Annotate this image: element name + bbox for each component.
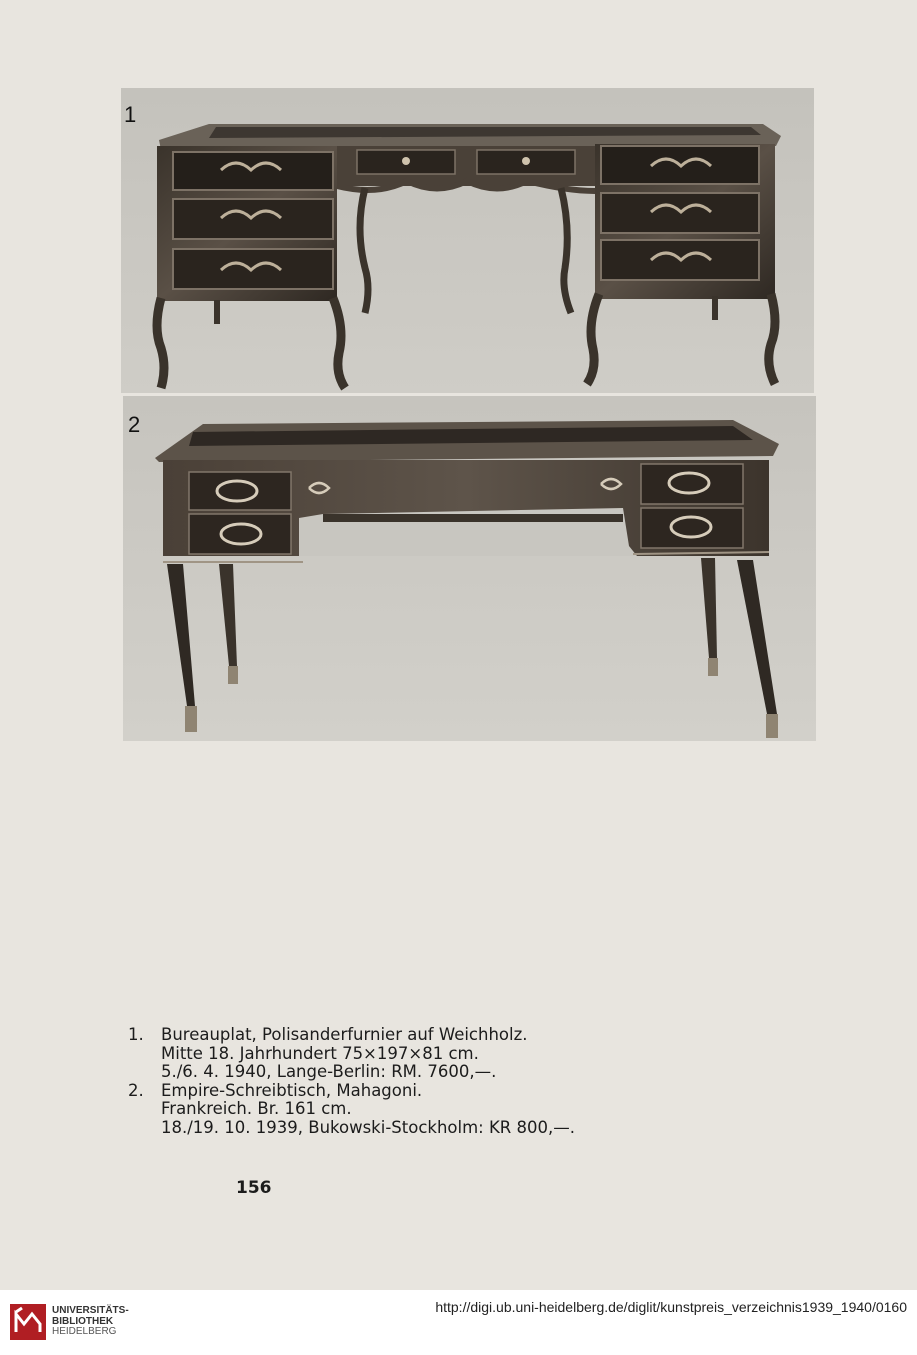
plate-number-1: 1	[124, 102, 137, 127]
library-name	[52, 1306, 129, 1338]
library-name-line-2: BIBLIOTHEK	[52, 1315, 114, 1327]
library-name-line-1: UNIVERSITÄTS-	[52, 1305, 129, 1316]
caption-2-line-1	[128, 1082, 688, 1101]
plate-number-2: 2	[128, 412, 141, 437]
caption-1-title: Bureauplat, Polisanderfurnier auf Weichholz.	[161, 1025, 528, 1044]
caption-2-line-3: 18./19. 10. 1939, Bukowski-Stockholm: KR 800,—.	[161, 1117, 575, 1137]
caption-2-title: Empire-Schreibtisch, Mahagoni.	[161, 1080, 423, 1100]
caption-1-line-3: 5./6. 4. 1940, Lange-Berlin: RM. 7600,—.	[161, 1062, 497, 1082]
photo-plate-2	[123, 396, 816, 741]
library-name-line-3: HEIDELBERG	[52, 1326, 117, 1337]
photo-plate-1	[121, 88, 814, 393]
source-url-link[interactable]: http://digi.ub.uni-heidelberg.de/diglit/kunstpreis_verzeichnis1939_1940/0160	[435, 1299, 907, 1315]
desk-1-photo	[121, 88, 814, 393]
caption-1-line-1	[128, 1026, 688, 1045]
caption-2-number: 2.	[128, 1080, 144, 1100]
desk-2-photo	[123, 396, 816, 741]
caption-1-number: 1.	[128, 1025, 144, 1044]
caption-1-line-2: Mitte 18. Jahrhundert 75×197×81 cm.	[161, 1043, 479, 1063]
page-number: 156	[236, 1178, 272, 1198]
library-logo-icon	[8, 1302, 48, 1342]
catalogue-caption	[128, 1026, 688, 1138]
caption-2-line-2: Frankreich. Br. 161 cm.	[161, 1099, 352, 1119]
